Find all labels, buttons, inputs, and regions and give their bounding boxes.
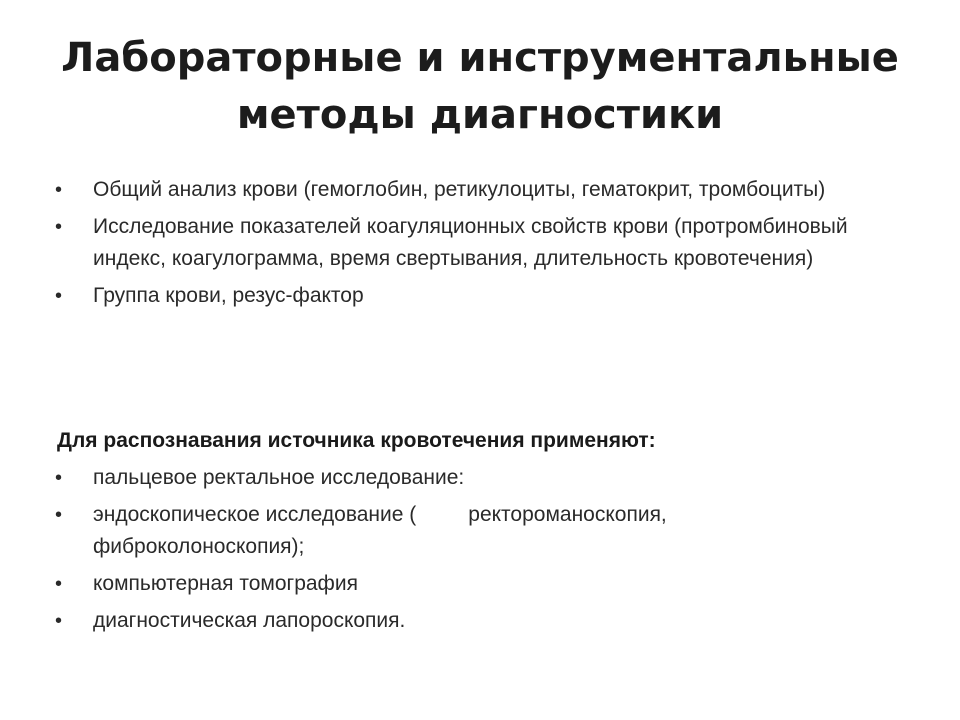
list-item — [55, 174, 855, 206]
bullet-icon: • — [55, 610, 63, 632]
list-item — [55, 568, 855, 600]
slide-title — [40, 30, 920, 144]
bleeding-source-methods-list — [55, 462, 855, 642]
list-item-text: диагностическая лапороскопия. — [93, 609, 406, 632]
list-item-text: Общий анализ крови (гемоглобин, ретикулоциты, гематокрит, тромбоциты) — [93, 178, 826, 201]
bullet-icon: • — [55, 573, 63, 595]
bullet-icon: • — [55, 467, 63, 489]
lab-methods-list — [55, 174, 855, 317]
slide-title-line-2: методы диагностики — [236, 92, 724, 138]
bullet-icon: • — [55, 179, 63, 201]
list-item — [55, 605, 855, 637]
list-item-text: Группа крови, резус-фактор — [93, 284, 364, 307]
list-item-text: компьютерная томография — [93, 572, 358, 595]
source-heading: Для распознавания источника кровотечения применяют: — [57, 429, 656, 452]
slide-title-line-1: Лабораторные и инструментальные — [61, 35, 899, 81]
bullet-icon: • — [55, 285, 63, 307]
list-item-text-after: ректороманоскопия, фиброколоноскопия); — [93, 503, 667, 558]
list-item — [55, 499, 855, 563]
list-item — [55, 462, 855, 494]
list-item-text-before: эндоскопическое исследование ( — [93, 503, 417, 526]
list-item-text: пальцевое ректальное исследование: — [93, 466, 465, 489]
bullet-icon: • — [55, 216, 63, 238]
bullet-icon: • — [55, 504, 63, 526]
list-item — [55, 280, 855, 312]
list-item — [55, 211, 855, 275]
list-item-text: Исследование показателей коагуляционных свойств крови (протромбиновый индекс, коагулограмма, время свертывания, длительность кровотечения) — [93, 215, 848, 270]
